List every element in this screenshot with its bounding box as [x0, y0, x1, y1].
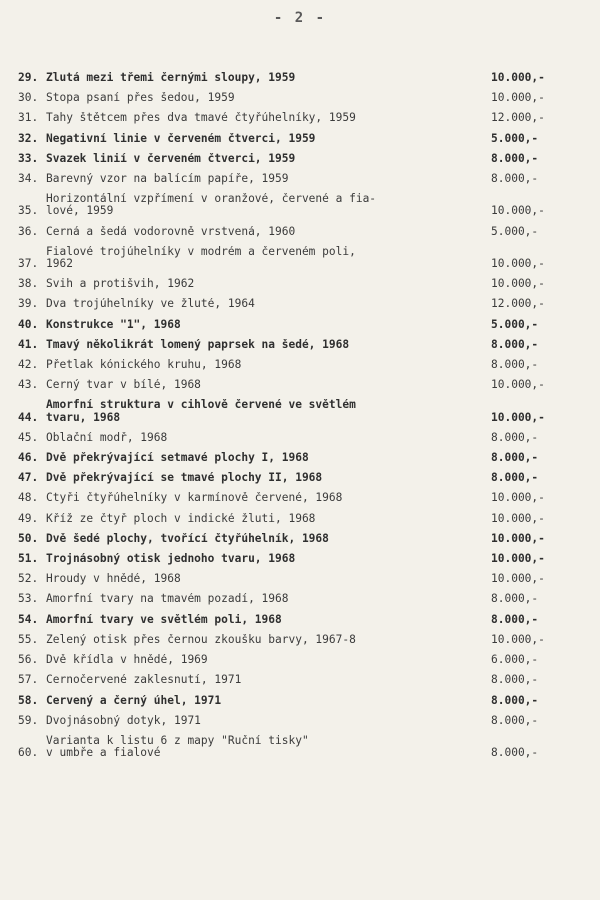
item-price: 8.000,-: [491, 358, 539, 372]
item-number: 33.: [18, 151, 39, 165]
item-number: 44.: [18, 410, 39, 424]
item-price: 10.000,-: [491, 491, 545, 505]
item-title: Žlutá mezi třemi černými sloupy, 1959: [46, 72, 296, 84]
item-number: 43.: [18, 378, 39, 392]
item-price: 8.000,-: [491, 430, 539, 444]
list-item: [18, 593, 578, 605]
list-item: [18, 112, 578, 124]
item-price: 10.000,-: [491, 257, 545, 271]
list-item: [18, 432, 578, 444]
list-item: [18, 634, 578, 646]
list-item: [18, 492, 578, 504]
list-item: [18, 695, 578, 707]
item-price: 10.000,-: [491, 204, 545, 218]
item-title: Tmavý několikrát lomený paprsek na šedé, 1968: [46, 338, 350, 351]
list-item: [18, 92, 578, 104]
item-price: 12.000,-: [491, 297, 545, 311]
item-title: Dvě překrývající setmavé plochy I, 1968: [46, 452, 309, 465]
item-title: Hroudy v hnědé, 1968: [46, 573, 181, 586]
item-title: Dvě šedé plochy, tvořící čtyřúhelník, 1968: [46, 532, 329, 545]
item-price: 10.000,-: [491, 531, 545, 545]
item-price: 10.000,-: [491, 572, 545, 586]
list-item: [18, 674, 578, 686]
item-price: 12.000,-: [491, 111, 545, 125]
item-title: Černá a šedá vodorovně vrstvená, 1960: [46, 225, 296, 238]
item-number: 41.: [18, 337, 39, 351]
item-title: Dvě křídla v hnědé, 1969: [46, 654, 208, 667]
item-title: Amorfní struktura v cihlově červené ve světlém tvaru, 1968: [46, 399, 356, 424]
list-item: [18, 226, 578, 238]
item-number: 32.: [18, 131, 39, 145]
item-number: 57.: [18, 673, 39, 687]
item-title: Stopa psaní přes šedou, 1959: [46, 92, 235, 105]
list-item: [18, 735, 578, 759]
list-item: [18, 319, 578, 331]
list-item: [18, 173, 578, 185]
item-title: Fialové trojúhelníky v modrém a červeném poli, 1962: [46, 245, 356, 271]
list-item: [18, 715, 578, 727]
list-item: [18, 133, 578, 145]
item-price: 10.000,-: [491, 552, 545, 566]
item-number: 38.: [18, 277, 39, 291]
item-title: Dvě překrývající se tmavé plochy II, 1968: [46, 472, 323, 485]
item-title: Negativní linie v červeném čtverci, 1959: [46, 132, 316, 145]
item-title: Červený a černý úhel, 1971: [46, 694, 222, 707]
item-number: 46.: [18, 451, 39, 465]
list-item: [18, 654, 578, 666]
list-item: [18, 298, 578, 310]
item-title: Zelený otisk přes černou zkoušku barvy, 1967-8: [46, 633, 356, 646]
item-number: 54.: [18, 612, 39, 626]
item-number: 59.: [18, 713, 39, 727]
item-number: 34.: [18, 172, 39, 186]
item-title: Trojnásobný otisk jednoho tvaru, 1968: [46, 553, 296, 566]
item-price: 8.000,-: [491, 151, 539, 165]
list-item: [18, 359, 578, 371]
item-price: 8.000,-: [491, 172, 539, 186]
item-number: 47.: [18, 471, 39, 485]
item-price: 10.000,-: [491, 511, 545, 525]
list-item: [18, 153, 578, 165]
item-price: 10.000,-: [491, 277, 545, 291]
item-number: 31.: [18, 111, 39, 125]
item-price: 5.000,-: [491, 224, 539, 238]
item-number: 55.: [18, 632, 39, 646]
list-item: [18, 513, 578, 525]
list-item: [18, 193, 578, 217]
list-item: [18, 399, 578, 423]
item-price: 8.000,-: [491, 471, 539, 485]
item-price: 10.000,-: [491, 632, 545, 646]
item-number: 60.: [18, 746, 39, 760]
item-title: Varianta k listu 6 z mapy "Ruční tisky" v umbře a fialové: [46, 734, 309, 760]
item-title: Kříž ze čtyř ploch v indické žluti, 1968: [46, 512, 316, 525]
item-price: 8.000,-: [491, 592, 539, 606]
item-number: 56.: [18, 653, 39, 667]
item-price: 10.000,-: [491, 91, 545, 105]
item-title: Svazek linií v červeném čtverci, 1959: [46, 152, 296, 165]
item-title: Dva trojúhelníky ve žluté, 1964: [46, 298, 255, 311]
list-item: [18, 553, 578, 565]
item-number: 58.: [18, 693, 39, 707]
item-title: Černočervené zaklesnutí, 1971: [46, 674, 242, 687]
item-price: 8.000,-: [491, 612, 539, 626]
item-number: 37.: [18, 257, 39, 271]
item-title: Černý tvar v bílé, 1968: [46, 379, 201, 392]
list-item: [18, 452, 578, 464]
item-price: 8.000,-: [491, 713, 539, 727]
item-price: 8.000,-: [491, 337, 539, 351]
item-number: 39.: [18, 297, 39, 311]
item-number: 50.: [18, 531, 39, 545]
item-price: 10.000,-: [491, 71, 545, 84]
item-number: 52.: [18, 572, 39, 586]
item-title: Tahy štětcem přes dva tmavé čtyřúhelníky, 1959: [46, 112, 356, 125]
list-item: [18, 533, 578, 545]
item-number: 36.: [18, 224, 39, 238]
list-item: [18, 72, 578, 84]
item-title: Švih a protišvih, 1962: [46, 278, 195, 291]
item-number: 49.: [18, 511, 39, 525]
item-number: 30.: [18, 91, 39, 105]
item-price: 6.000,-: [491, 653, 539, 667]
list-item: [18, 573, 578, 585]
list-item: [18, 246, 578, 270]
item-title: Oblační modř, 1968: [46, 431, 168, 444]
item-number: 29.: [18, 71, 39, 84]
item-title: Horizontální vzpřímení v oranžové, červené a fia- lové, 1959: [46, 193, 377, 218]
item-number: 53.: [18, 592, 39, 606]
item-price: 8.000,-: [491, 746, 539, 760]
item-number: 45.: [18, 430, 39, 444]
item-price: 8.000,-: [491, 693, 539, 707]
item-title: Přetlak kónického kruhu, 1968: [46, 359, 242, 372]
price-list: [18, 72, 578, 767]
item-number: 40.: [18, 317, 39, 331]
list-item: [18, 614, 578, 626]
list-item: [18, 339, 578, 351]
list-item: [18, 278, 578, 290]
item-price: 5.000,-: [491, 131, 539, 145]
item-number: 48.: [18, 491, 39, 505]
page-number: - 2 -: [273, 10, 327, 26]
item-title: Barevný vzor na balícím papíře, 1959: [46, 173, 289, 186]
item-title: Konstrukce "1", 1968: [46, 318, 181, 331]
item-price: 5.000,-: [491, 317, 539, 331]
item-title: Amorfní tvary ve světlém poli, 1968: [46, 613, 282, 626]
item-title: Čtyři čtyřúhelníky v karmínově červené, 1968: [46, 492, 343, 505]
item-number: 42.: [18, 358, 39, 372]
item-number: 51.: [18, 552, 39, 566]
item-price: 8.000,-: [491, 673, 539, 687]
item-price: 10.000,-: [491, 378, 545, 392]
list-item: [18, 472, 578, 484]
item-number: 35.: [18, 204, 39, 218]
item-price: 8.000,-: [491, 451, 539, 465]
item-price: 10.000,-: [491, 410, 545, 424]
item-title: Dvojnásobný dotyk, 1971: [46, 714, 201, 727]
item-title: Amorfní tvary na tmavém pozadí, 1968: [46, 593, 289, 606]
list-item: [18, 379, 578, 391]
